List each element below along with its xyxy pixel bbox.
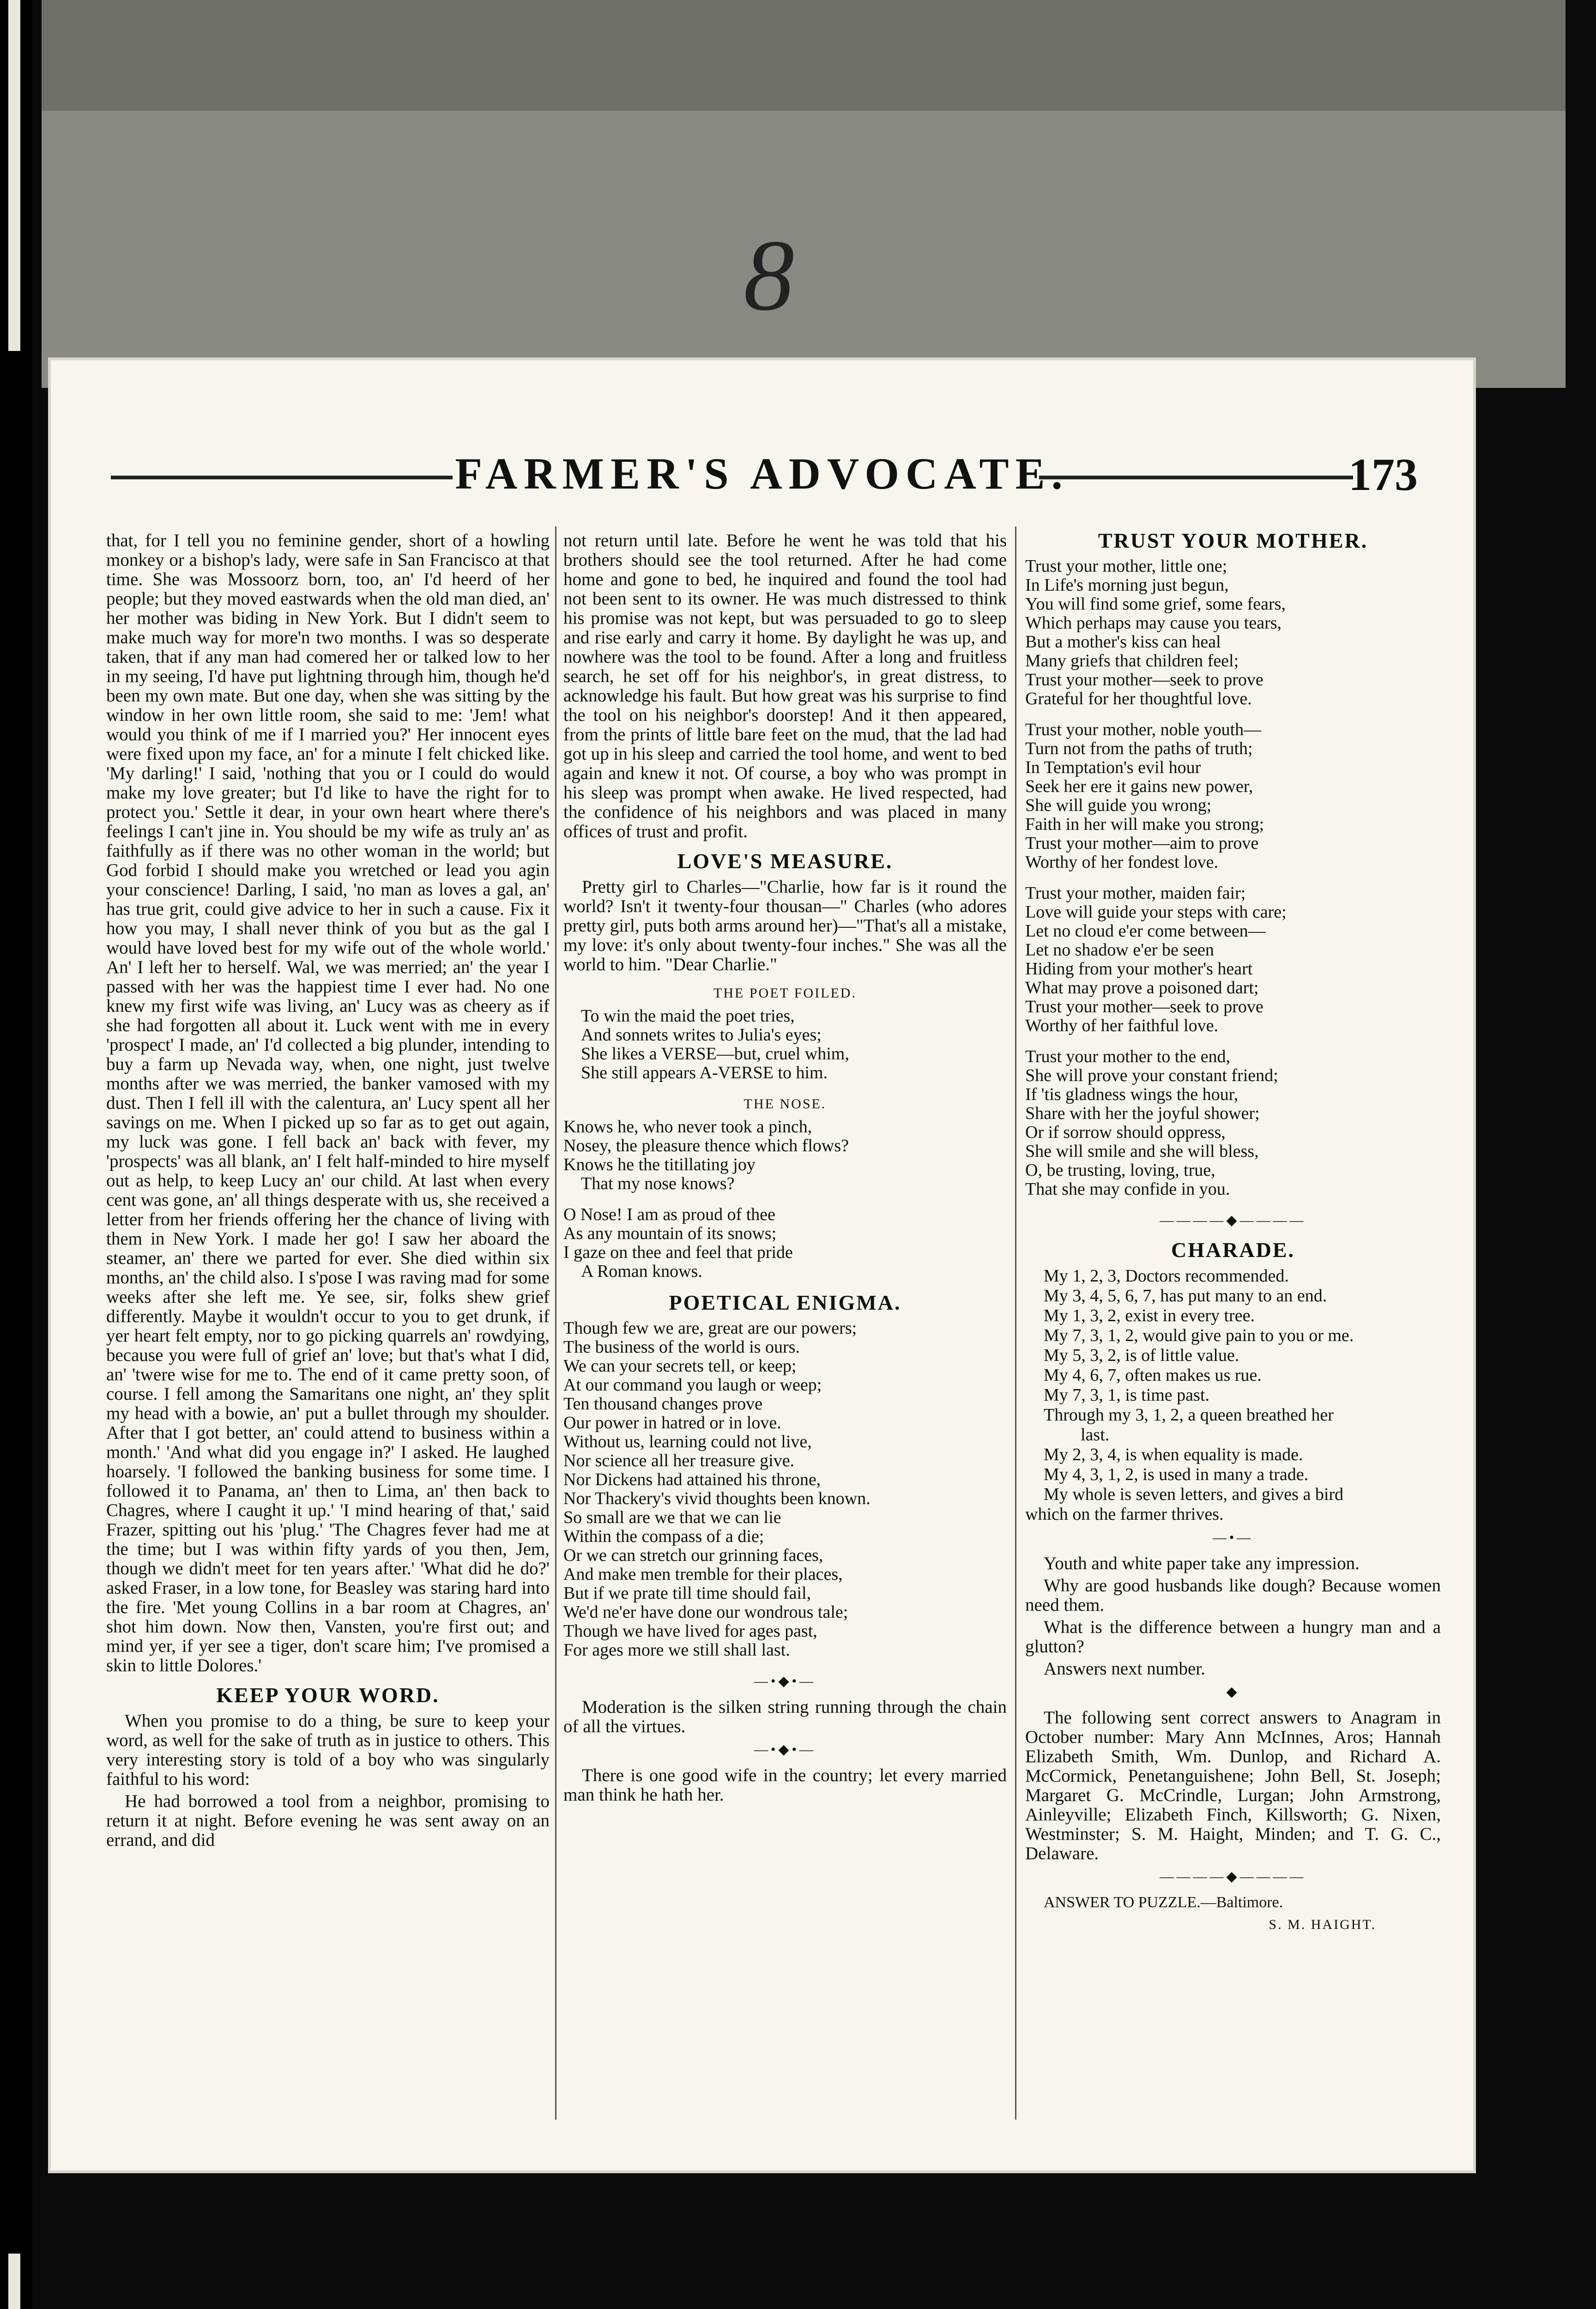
verse-line: Nor science all her treasure give. xyxy=(563,1451,795,1470)
verse-line: Worthy of her fondest love. xyxy=(1025,852,1218,872)
verse-line: Grateful for her thoughtful love. xyxy=(1025,689,1252,708)
verse-line: If 'tis gladness wings the hour, xyxy=(1025,1085,1239,1104)
trust-your-mother-heading: TRUST YOUR MOTHER. xyxy=(1098,529,1368,552)
verse-line: And sonnets writes to Julia's eyes; xyxy=(581,1025,822,1045)
verse-line: Trust your mother to the end, xyxy=(1025,1047,1231,1066)
trust-stanza-3 xyxy=(1025,884,1441,1035)
charade-line: My 4, 3, 1, 2, is used in many a trade. xyxy=(1044,1465,1309,1484)
verse-line: At our command you laugh or weep; xyxy=(563,1375,822,1395)
column-3 xyxy=(1025,531,1441,1934)
loves-measure-heading: LOVE'S MEASURE. xyxy=(677,849,893,873)
correct-answers-text: The following sent correct answers to Anagram in October number: Mary Ann McInnes, Aros; Hannah Elizabeth Smith, Wm. Dunlop, and Richard A. McCormick, Penetanguishene; John Bell, St. Joseph; Margaret G. McCrindle, Lurgan; John Armstrong, Ainleyville; Elizabeth Finch, Killsworth; G. Nixen, Westminster; S. M. Haight, Minden; and T. G. C., Delaware. xyxy=(1025,1708,1441,1863)
verse-line: Turn not from the paths of truth; xyxy=(1025,739,1253,758)
column-rule-1 xyxy=(555,526,556,2120)
verse-line: Trust your mother—seek to prove xyxy=(1025,670,1264,689)
good-wife-text: There is one good wife in the country; let every married man think he hath her. xyxy=(563,1765,1007,1805)
charade-heading: CHARADE. xyxy=(1171,1238,1295,1262)
verse-line: Or if sorrow should oppress, xyxy=(1025,1123,1226,1142)
charade-line: last. xyxy=(1081,1425,1110,1445)
column-2 xyxy=(563,531,1007,1807)
charade-line: My whole is seven letters, and gives a bird xyxy=(1044,1485,1344,1504)
loves-measure-text: Pretty girl to Charles—"Charlie, how far is it round the world? Isn't it twenty-four thousan—" Charles (who adores pretty girl, puts both arms around her)—"That's all a mistake, my love: it's only about twenty-four inches." She was all the world to him. "Dear Charlie." xyxy=(563,877,1007,974)
verse-line: For ages more we still shall last. xyxy=(563,1640,790,1660)
verse-line: What may prove a poisoned dart; xyxy=(1025,978,1259,997)
charade-line: My 4, 6, 7, often makes us rue. xyxy=(1044,1366,1262,1385)
verse-line: But if we prate till time should fail, xyxy=(563,1584,811,1603)
trust-stanza-4 xyxy=(1025,1047,1441,1199)
verse-line: Trust your mother, noble youth— xyxy=(1025,720,1262,739)
verse-line: Trust your mother—seek to prove xyxy=(1025,997,1264,1016)
verse-line: Let no shadow e'er be seen xyxy=(1025,940,1214,960)
verse-line: Love will guide your steps with care; xyxy=(1025,902,1287,922)
section-ornament: ◆ xyxy=(1226,1684,1240,1699)
verse-line: Worthy of her faithful love. xyxy=(1025,1016,1218,1035)
verse-line: To win the maid the poet tries, xyxy=(581,1006,795,1026)
charade-line: My 1, 3, 2, exist in every tree. xyxy=(1044,1306,1255,1325)
verse-line: Share with her the joyful shower; xyxy=(1025,1104,1260,1123)
verse-line: O Nose! I am as proud of thee xyxy=(563,1205,776,1224)
verse-line: Or we can stretch our grinning faces, xyxy=(563,1546,823,1565)
keep-your-word-continued: not return until late. Before he went he was told that his brothers should see the tool returned. After he had come home and gone to bed, he inquired and found the tool had not been sent to its owner. He was much distressed to think his promise was not kept, but was persuaded to go to sleep and rise early and carry it home. By daylight he was up, and nowhere was the tool to be found. After a long and fruitless search, he set off for his neighbor's, in great distress, to acknowledge his fault. But how great was his surprise to find the tool on his neighbor's doorstep! And it then appeared, from the prints of little bare feet on the mud, that the lad had got up in his sleep and carried the tool home, and went to bed again and knew it not. Of course, a boy who was prompt in his sleep was prompt when awake. He lived respected, had the confidence of his neighbors and was placed in many offices of trust and profit. xyxy=(563,531,1007,841)
signature: S. M. HAIGHT. xyxy=(1269,1917,1376,1932)
film-border xyxy=(0,0,32,2309)
verse-line: She likes a VERSE—but, cruel whim, xyxy=(581,1044,849,1064)
husbands-text: Why are good husbands like dough? Because women need them. xyxy=(1025,1576,1441,1615)
handwritten-mark: 8 xyxy=(744,219,794,332)
keep-your-word-paragraph: When you promise to do a thing, be sure to keep your word, as well for the sake of truth as in justice to others. This very interesting story is told of a boy who was singularly faithful to his word: xyxy=(106,1711,550,1789)
verse-line: That my nose knows? xyxy=(581,1174,735,1193)
verse-line: Let no cloud e'er come between— xyxy=(1025,921,1266,941)
verse-line: She will prove your constant friend; xyxy=(1025,1066,1278,1085)
verse-line: You will find some grief, some fears, xyxy=(1025,594,1286,614)
keep-your-word-paragraph: He had borrowed a tool from a neighbor, promising to return it at night. Before evening he was sent away on an errand, and did xyxy=(106,1791,550,1850)
answers-next-text: Answers next number. xyxy=(1044,1659,1205,1679)
section-ornament: —•◆•— xyxy=(754,1742,816,1757)
keep-your-word-heading: KEEP YOUR WORD. xyxy=(216,1683,440,1707)
charade-line: My 3, 4, 5, 6, 7, has put many to an end. xyxy=(1044,1286,1327,1306)
verse-line: That she may confide in you. xyxy=(1025,1179,1230,1199)
section-ornament: ————◆———— xyxy=(1160,1869,1306,1884)
verse-line: Though we have lived for ages past, xyxy=(563,1621,817,1641)
film-stripe-bottom xyxy=(8,2254,20,2309)
charade-line: Through my 3, 1, 2, a queen breathed her xyxy=(1044,1405,1334,1425)
verse-line: Knows he, who never took a pinch, xyxy=(563,1117,812,1136)
verse-line: Trust your mother—aim to prove xyxy=(1025,834,1259,853)
verse-line: Within the compass of a die; xyxy=(563,1527,764,1546)
verse-line: We can your secrets tell, or keep; xyxy=(563,1356,797,1376)
charade-line: My 5, 3, 2, is of little value. xyxy=(1044,1346,1239,1365)
column-1 xyxy=(106,531,550,1853)
puzzle-answer: ANSWER TO PUZZLE.—Baltimore. xyxy=(1044,1894,1283,1911)
verse-line: Nor Thackery's vivid thoughts been known. xyxy=(563,1489,871,1508)
verse-line: So small are we that we can lie xyxy=(563,1508,781,1527)
page-number: 173 xyxy=(1348,449,1418,500)
verse-line: Though few we are, great are our powers; xyxy=(563,1318,857,1338)
charade-lines xyxy=(1025,1266,1441,1524)
page-header xyxy=(51,448,1473,517)
charade-line: My 7, 3, 1, 2, would give pain to you or me. xyxy=(1044,1326,1354,1345)
column-rule-2 xyxy=(1015,526,1016,2120)
verse-line: And make men tremble for their places, xyxy=(563,1565,843,1584)
verse-line: Ten thousand changes prove xyxy=(563,1394,763,1414)
verse-line: Hiding from your mother's heart xyxy=(1025,959,1253,979)
verse-line: I gaze on thee and feel that pride xyxy=(563,1243,793,1262)
verse-line: Which perhaps may cause you tears, xyxy=(1025,613,1282,633)
hungry-text: What is the difference between a hungry man and a glutton? xyxy=(1025,1617,1441,1656)
verse-line: She will guide you wrong; xyxy=(1025,796,1212,815)
verse-line: The business of the world is ours. xyxy=(563,1337,800,1357)
trust-stanza-1 xyxy=(1025,557,1441,708)
trust-stanza-2 xyxy=(1025,720,1441,872)
verse-line: Many griefs that children feel; xyxy=(1025,651,1239,671)
charade-line: My 7, 3, 1, is time past. xyxy=(1044,1385,1209,1405)
poet-foiled-verse xyxy=(563,1007,1007,1082)
verse-line: Without us, learning could not live, xyxy=(563,1432,812,1451)
film-stripe-top xyxy=(8,0,20,351)
verse-line: A Roman knows. xyxy=(581,1262,702,1281)
moderation-text: Moderation is the silken string running through the chain of all the virtues. xyxy=(563,1697,1007,1736)
scan-background-top xyxy=(42,0,1566,111)
poet-foiled-heading: THE POET FOILED. xyxy=(713,985,857,1001)
charade-line: My 2, 3, 4, is when equality is made. xyxy=(1044,1445,1303,1464)
verse-line: Trust your mother, maiden fair; xyxy=(1025,883,1246,903)
charade-line: which on the farmer thrives. xyxy=(1025,1505,1224,1524)
section-ornament: —•— xyxy=(1212,1530,1254,1545)
newspaper-page xyxy=(51,360,1473,2170)
verse-line: Seek her ere it gains new power, xyxy=(1025,777,1253,796)
youth-text: Youth and white paper take any impression. xyxy=(1044,1553,1360,1573)
verse-line: Trust your mother, little one; xyxy=(1025,556,1227,576)
nose-verse-1 xyxy=(563,1118,1007,1193)
verse-line: We'd ne'er have done our wondrous tale; xyxy=(563,1602,848,1622)
verse-line: In Temptation's evil hour xyxy=(1025,758,1201,777)
charade-line: My 1, 2, 3, Doctors recommended. xyxy=(1044,1266,1289,1286)
verse-line: Nor Dickens had attained his throne, xyxy=(563,1470,821,1489)
section-ornament: —•◆•— xyxy=(754,1674,816,1689)
verse-line: In Life's morning just begun, xyxy=(1025,575,1229,595)
poetical-enigma-heading: POETICAL ENIGMA. xyxy=(669,1291,901,1314)
story-continuation: that, for I tell you no feminine gender, short of a howling monkey or a bishop's lady, were safe in San Francisco at that time. She was Mossoorz born, too, an' I'd heerd of her people; but they moved eastwards when the old man died, an' her mother was biding in New York. But I didn't seem to make much way for more'n two months. I was so desperate taken, that if any man had comered her or talked low to her in my seeing, I'd have put lightning through him, though he'd been my own mate. But one day, when she was sitting by the window in her own little room, she said to me: 'Jem! what would you think of me if I married you?' Her innocent eyes were fixed upon my face, an' for a minute I felt chicked like. 'My darling!' I said, 'nothing that you or I could do would make my love greater; but I'd like to have the right for to protect you.' Settle it dear, in your own heart where there's feelings I can't jine in. You should be my wife as truly an' as faithfully as if there was no other woman in the world; but God forbid I should make you wretched or lead you agin your conscience! Darling, I said, 'no man as loves a gal, an' has true grit, could give advice to her in such a cause. Fix it how you may, I shall never think of you but as the gal I would have loved best for my wife out of the whole world.' An' I left her to herself. Wal, we was merried; an' the year I passed with her was the happiest time I ever had. No one knew my first wife was living, an' Lucy was as cheery as if she had forgotten all about it. Luck went with me in every 'prospect' I made, an' I'd collected a big plunder, intending to buy a farm up Nevada way, when, one night, just twelve months after we was merried, the banker vamosed with my dust. Then I fell ill with the calentura, an' Lucy spent all her savings on me. When I picked up so far as to get out again, my luck was gone. I fell back an' back with fever, my 'prospects' was all blank, an' I felt half-minded to hire myself out as help, to keep Lucy an' our child. At last when every cent was gone, an' all things desperate with us, she received a letter from her friends offering her the chance of living with them in New York. I made her go! I saw her aboard the steamer, an' there we parted for ever. She died within six months, an' the child also. I s'pose I was raving mad for some weeks after she left me. Ye see, sir, folks shew grief differently. Maybe it wouldn't occur to you to get drunk, if yer heart felt empty, nor to go picking quarrels an' rowdying, because you were full of grief an' love; but that's what I did, an' 'twere wise for me to. The end of it came pretty soon, of course. I fell among the Samaritans one night, an' they split my head with a bowie, an' put a bullet through my shoulder. After that I got better, an' could attend to business within a month.' 'And what did you engage in?' I asked. He laughed hoarsely. 'I followed the banking business for some time. I followed it to Panama, an' then to Lima, an' then back to Chagres, where I caught it up.' 'I mind hearing of that,' said Frazer, spitting out his 'plug.' 'The Chagres fever had me at the time; but I was within fifty yards of you then, Jem, though we didn't meet for ten years after.' 'What did he do?' asked Fraser, in a low tone, for Beasley was staring hard into the fire. 'Met young Collins in a bar room at Chagres, an' shot him down. Now then, Vansten, you're first out; and mind yer, if yer see a tiger, don't scare him; I've promised a skin to little Dolores.' xyxy=(106,531,550,1675)
verse-line: Nosey, the pleasure thence which flows? xyxy=(563,1136,849,1155)
verse-line: She still appears A-VERSE to him. xyxy=(581,1063,828,1082)
verse-line: But a mother's kiss can heal xyxy=(1025,632,1221,652)
verse-line: She will smile and she will bless, xyxy=(1025,1142,1259,1161)
verse-line: O, be trusting, loving, true, xyxy=(1025,1161,1215,1180)
masthead-title: FARMER'S ADVOCATE. xyxy=(455,449,1069,498)
verse-line: As any mountain of its snows; xyxy=(563,1224,777,1243)
section-ornament: ————◆———— xyxy=(1160,1213,1306,1228)
verse-line: Our power in hatred or in love. xyxy=(563,1413,781,1433)
nose-heading: THE NOSE. xyxy=(744,1096,827,1112)
verse-line: Faith in her will make you strong; xyxy=(1025,815,1264,834)
verse-line: Knows he the titillating joy xyxy=(563,1155,756,1174)
poetical-enigma-verse xyxy=(563,1319,1007,1660)
nose-verse-2 xyxy=(563,1205,1007,1281)
